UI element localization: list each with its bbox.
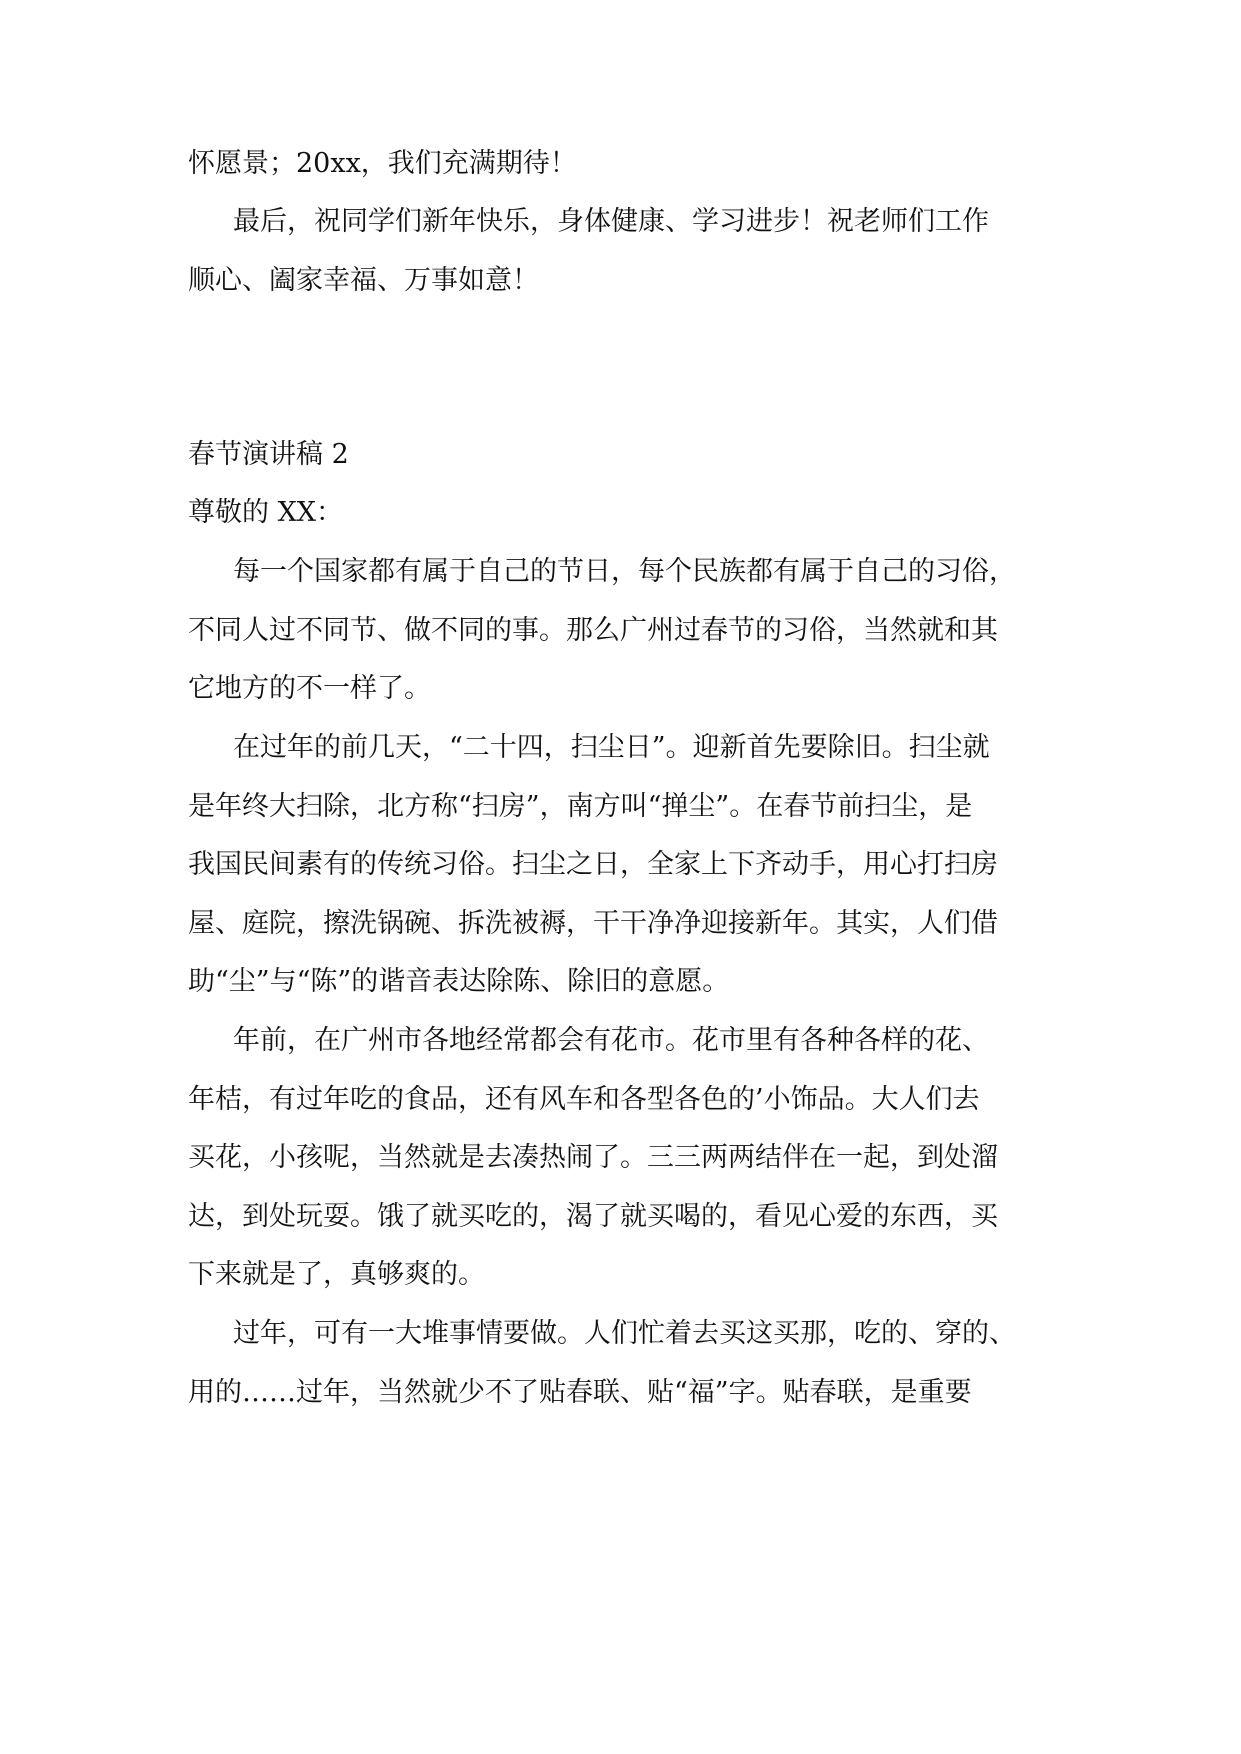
paragraph-6-line-2: 用的……过年，当然就少不了贴春联、贴“福”字。贴春联，是重要 [188, 1377, 972, 1408]
paragraph-5-line-2: 年桔，有过年吃的食品，还有风车和各型各色的’小饰品。大人们去 [188, 1084, 980, 1115]
paragraph-4-line-1: 在过年的前几天，“二十四，扫尘日”。迎新首先要除旧。扫尘就 [233, 732, 990, 763]
paragraph-1-line-1: 怀愿景；20xx，我们充满期待！ [188, 148, 577, 179]
paragraph-5-line-4: 达，到处玩耍。饿了就买吃的，渴了就买喝的，看见心爱的东西，买 [188, 1201, 998, 1232]
paragraph-5-line-5: 下来就是了，真够爽的。 [188, 1259, 485, 1290]
paragraph-6-line-1: 过年，可有一大堆事情要做。人们忙着去买这买那，吃的、穿的、 [233, 1318, 1016, 1349]
paragraph-2-line-2: 顺心、阖家幸福、万事如意！ [188, 265, 539, 296]
paragraph-4-line-4: 屋、庭院，擦洗锅碗、拆洗被褥，干干净净迎接新年。其实，人们借 [188, 908, 998, 939]
paragraph-4-line-3: 我国民间素有的传统习俗。扫尘之日，全家上下齐动手，用心打扫房 [188, 849, 998, 880]
paragraph-4-line-2: 是年终大扫除，北方称“扫房”，南方叫“掸尘”。在春节前扫尘，是 [188, 791, 973, 822]
paragraph-2-line-1: 最后，祝同学们新年快乐，身体健康、学习进步！祝老师们工作 [233, 206, 989, 237]
paragraph-3-line-1: 每一个国家都有属于自己的节日，每个民族都有属于自己的习俗， [233, 556, 1016, 587]
salutation: 尊敬的 XX： [188, 497, 344, 528]
paragraph-3-line-3: 它地方的不一样了。 [188, 673, 431, 704]
paragraph-3-line-2: 不同人过不同节、做不同的事。那么广州过春节的习俗，当然就和其 [188, 615, 998, 646]
paragraph-4-line-5: 助“尘”与“陈”的谐音表达除陈、除旧的意愿。 [188, 966, 730, 997]
paragraph-5-line-3: 买花，小孩呢，当然就是去凑热闹了。三三两两结伴在一起，到处溜 [188, 1142, 998, 1173]
paragraph-5-line-1: 年前，在广州市各地经常都会有花市。花市里有各种各样的花、 [233, 1025, 989, 1056]
section-title: 春节演讲稿 2 [188, 439, 349, 470]
